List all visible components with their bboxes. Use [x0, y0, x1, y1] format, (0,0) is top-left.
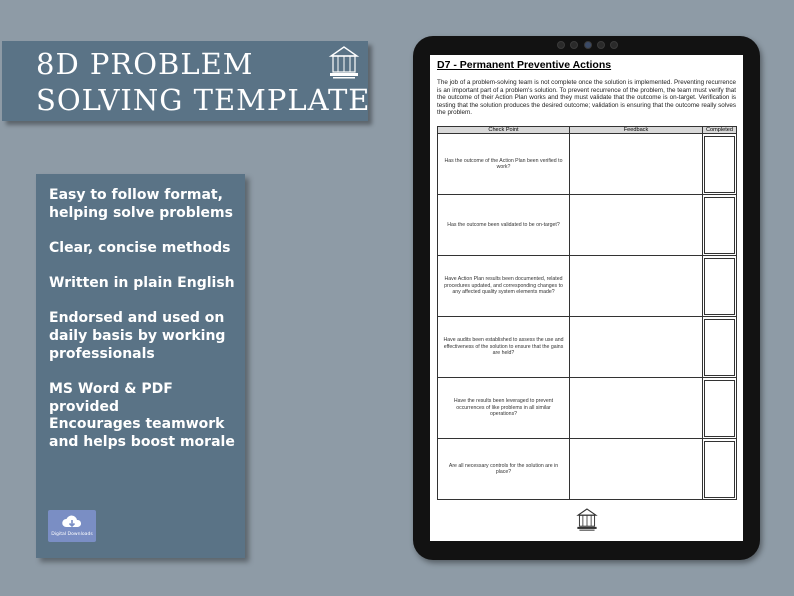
- feedback-cell[interactable]: [570, 317, 703, 378]
- feedback-cell[interactable]: [570, 134, 703, 195]
- column-header: Completed: [703, 127, 737, 134]
- document-intro: The job of a problem-solving team is not complete once the solution is implemented. Preventing recurrence is an important part of a problem's solution. To prevent recurrence of the problem, the team must verify that the outcome of their Action Plan works and they must validate that the outcome is on-target. Verification is testing that the solution produces the desired outcome; validation is ensuring that the outcome really solves the problem.: [437, 79, 736, 117]
- checkpoint-question: Has the outcome been validated to be on-target?: [438, 195, 570, 256]
- tablet-sensor: [557, 41, 565, 49]
- completed-cell: [703, 195, 737, 256]
- title-line-1: 8D PROBLEM: [36, 47, 254, 81]
- feedback-cell[interactable]: [570, 378, 703, 439]
- table-row: [438, 134, 737, 195]
- completed-cell: [703, 317, 737, 378]
- table-header-row: [438, 127, 737, 134]
- table-row: [438, 378, 737, 439]
- completed-cell: [703, 439, 737, 500]
- feedback-cell[interactable]: [570, 256, 703, 317]
- checkpoint-table: [437, 126, 737, 500]
- completed-checkbox[interactable]: [704, 441, 735, 498]
- tablet-sensor: [570, 41, 578, 49]
- completed-checkbox[interactable]: [704, 136, 735, 193]
- tablet-sensor: [597, 41, 605, 49]
- checkpoint-question: Has the outcome of the Action Plan been verified to work?: [438, 134, 570, 195]
- table-row: [438, 317, 737, 378]
- tablet-sensor: [610, 41, 618, 49]
- cloud-download-icon: [61, 514, 83, 530]
- checkpoint-question: Have audits been established to assess the use and effectiveness of the solution to ensure that the gains are held?: [438, 317, 570, 378]
- house-logo-icon: [576, 507, 598, 533]
- feedback-cell[interactable]: [570, 195, 703, 256]
- checkpoint-question: Have Action Plan results been documented, related procedures updated, and corresponding changes to any affected quality system elements made?: [438, 256, 570, 317]
- tablet-screen: [430, 55, 743, 541]
- digital-downloads-badge: [48, 510, 96, 542]
- document-heading: D7 - Permanent Preventive Actions: [437, 59, 612, 71]
- column-header: Check Point: [438, 127, 570, 134]
- feedback-cell[interactable]: [570, 439, 703, 500]
- title-line-2: SOLVING TEMPLATE: [36, 83, 371, 117]
- feature-panel: [36, 174, 245, 558]
- tablet-frame: [413, 36, 760, 560]
- completed-cell: [703, 256, 737, 317]
- feature-item: Endorsed and used on daily basis by working professionals: [49, 310, 226, 362]
- completed-cell: [703, 378, 737, 439]
- completed-checkbox[interactable]: [704, 258, 735, 315]
- title-banner: [2, 41, 371, 121]
- completed-checkbox[interactable]: [704, 319, 735, 376]
- tablet-camera: [584, 41, 592, 49]
- feature-item: Encourages teamwork and helps boost morale: [49, 416, 235, 450]
- feature-item: Written in plain English: [49, 275, 235, 291]
- completed-cell: [703, 134, 737, 195]
- completed-checkbox[interactable]: [704, 380, 735, 437]
- table-row: [438, 439, 737, 500]
- column-header: Feedback: [570, 127, 703, 134]
- checkpoint-question: Have the results been leveraged to prevent occurrences of like problems in all similar operations?: [438, 378, 570, 439]
- completed-checkbox[interactable]: [704, 197, 735, 254]
- feature-item: MS Word & PDF provided: [49, 381, 173, 415]
- checkpoint-question: Are all necessary controls for the solution are in place?: [438, 439, 570, 500]
- house-logo-icon: [328, 45, 360, 81]
- feature-item: Easy to follow format, helping solve problems: [49, 187, 233, 221]
- feature-item: Clear, concise methods: [49, 240, 231, 256]
- table-row: [438, 195, 737, 256]
- badge-label: Digital Downloads: [51, 532, 93, 537]
- table-row: [438, 256, 737, 317]
